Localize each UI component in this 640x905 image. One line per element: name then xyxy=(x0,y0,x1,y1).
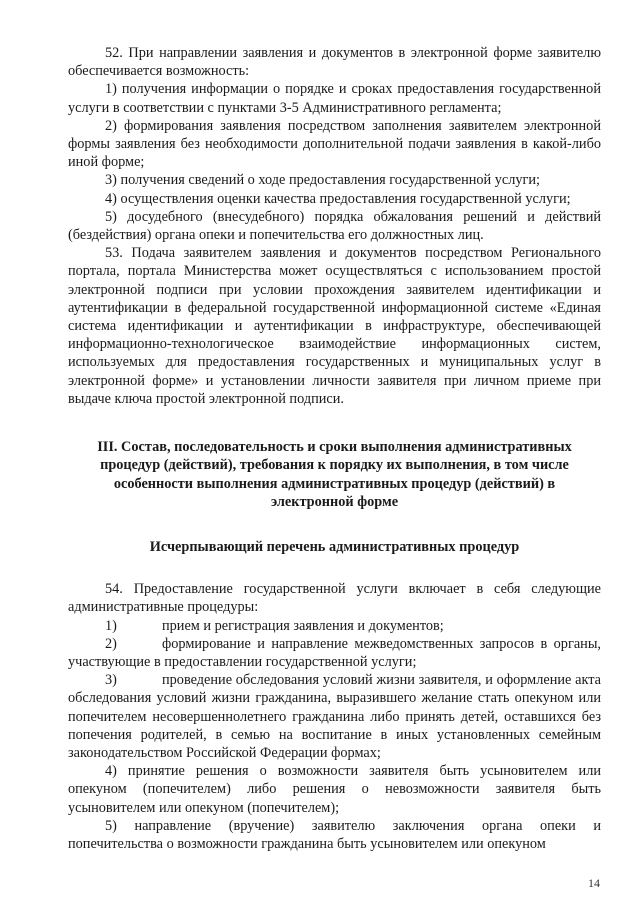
section-heading: III. Состав, последовательность и сроки выполнения административных процедур (действий), требования к порядку их выполнения, в том числе особенности выполнения административных процедур (действий) в электронной форме xyxy=(97,439,572,511)
paragraph-52-item-4: 4) осуществления оценки качества предоставления государственной услуги; xyxy=(105,190,571,207)
item-number: 3) xyxy=(105,672,117,689)
paragraph-54-item-4: 4) принятие решения о возможности заявителя быть усыновителем или опекуном (попечителем) либо решения о невозможности заявителя быть усыновителем или опекуном (попечителем); xyxy=(68,763,601,816)
paragraph-52-item-1: 1) получения информации о порядке и сроках предоставления государственной услуги в соответствии с пунктами 3-5 Административного регламента; xyxy=(68,81,601,116)
page-number: 14 xyxy=(588,876,600,890)
section-subheading: Исчерпывающий перечень административных процедур xyxy=(149,538,520,555)
paragraph-54-item-1 xyxy=(68,617,601,635)
paragraph-54-item-5: 5) направление (вручение) заявителю заключения органа опеки и попечительства о возможности гражданина быть усыновителем или опекуном xyxy=(68,817,601,852)
paragraph-52-item-2: 2) формирования заявления посредством заполнения заявителем электронной формы заявления без необходимости дополнительной подачи заявления в какой-либо иной форме; xyxy=(68,117,601,171)
paragraph-54-item-2 xyxy=(68,635,601,671)
document-body xyxy=(68,44,601,853)
paragraph-54-intro: 54. Предоставление государственной услуги включает в себя следующие административные процедуры: xyxy=(68,581,601,616)
item-number: 2) xyxy=(105,635,117,652)
paragraph-54-item-3 xyxy=(68,671,601,762)
item-text: проведение обследования условий жизни заявителя, и оформление акта обследования условий жизни гражданина, выразившего желание стать опекуном или попечителем несовершеннолетнего гражданина либо принять детей, оставшихся без попечения родителей, в семью на воспитание в иных установленных семейным законодательством Российской Федерации формах; xyxy=(68,672,601,761)
item-text: формирование и направление межведомственных запросов в органы, участвующие в предоставлении государственной услуги; xyxy=(68,635,601,670)
item-text: прием и регистрация заявления и документов; xyxy=(162,617,444,634)
paragraph-52-item-3: 3) получения сведений о ходе предоставления государственной услуги; xyxy=(105,172,541,189)
paragraph-52-item-5: 5) досудебного (внесудебного) порядка обжалования решений и действий (бездействия) органа опеки и попечительства его должностных лиц. xyxy=(68,208,601,244)
paragraph-52-intro: 52. При направлении заявления и документов в электронной форме заявителю обеспечивается возможность: xyxy=(68,45,601,80)
item-number: 1) xyxy=(105,617,117,634)
paragraph-53: 53. Подача заявителем заявления и документов посредством Регионального портала, портала Министерства может осуществляться с использованием простой электронной подписи при условии прохождения заявителем идентификации и аутентификации в федеральной государственной информационной системе «Единая система идентификации и аутентификации в инфраструктуре, обеспечивающей информационно-технологическое взаимодействие информационных систем, используемых для предоставления государственных и муниципальных услуг в электронной форме» и установлении личности заявителя при личном приеме при выдаче ключа простой электронной подписи. xyxy=(68,245,601,407)
